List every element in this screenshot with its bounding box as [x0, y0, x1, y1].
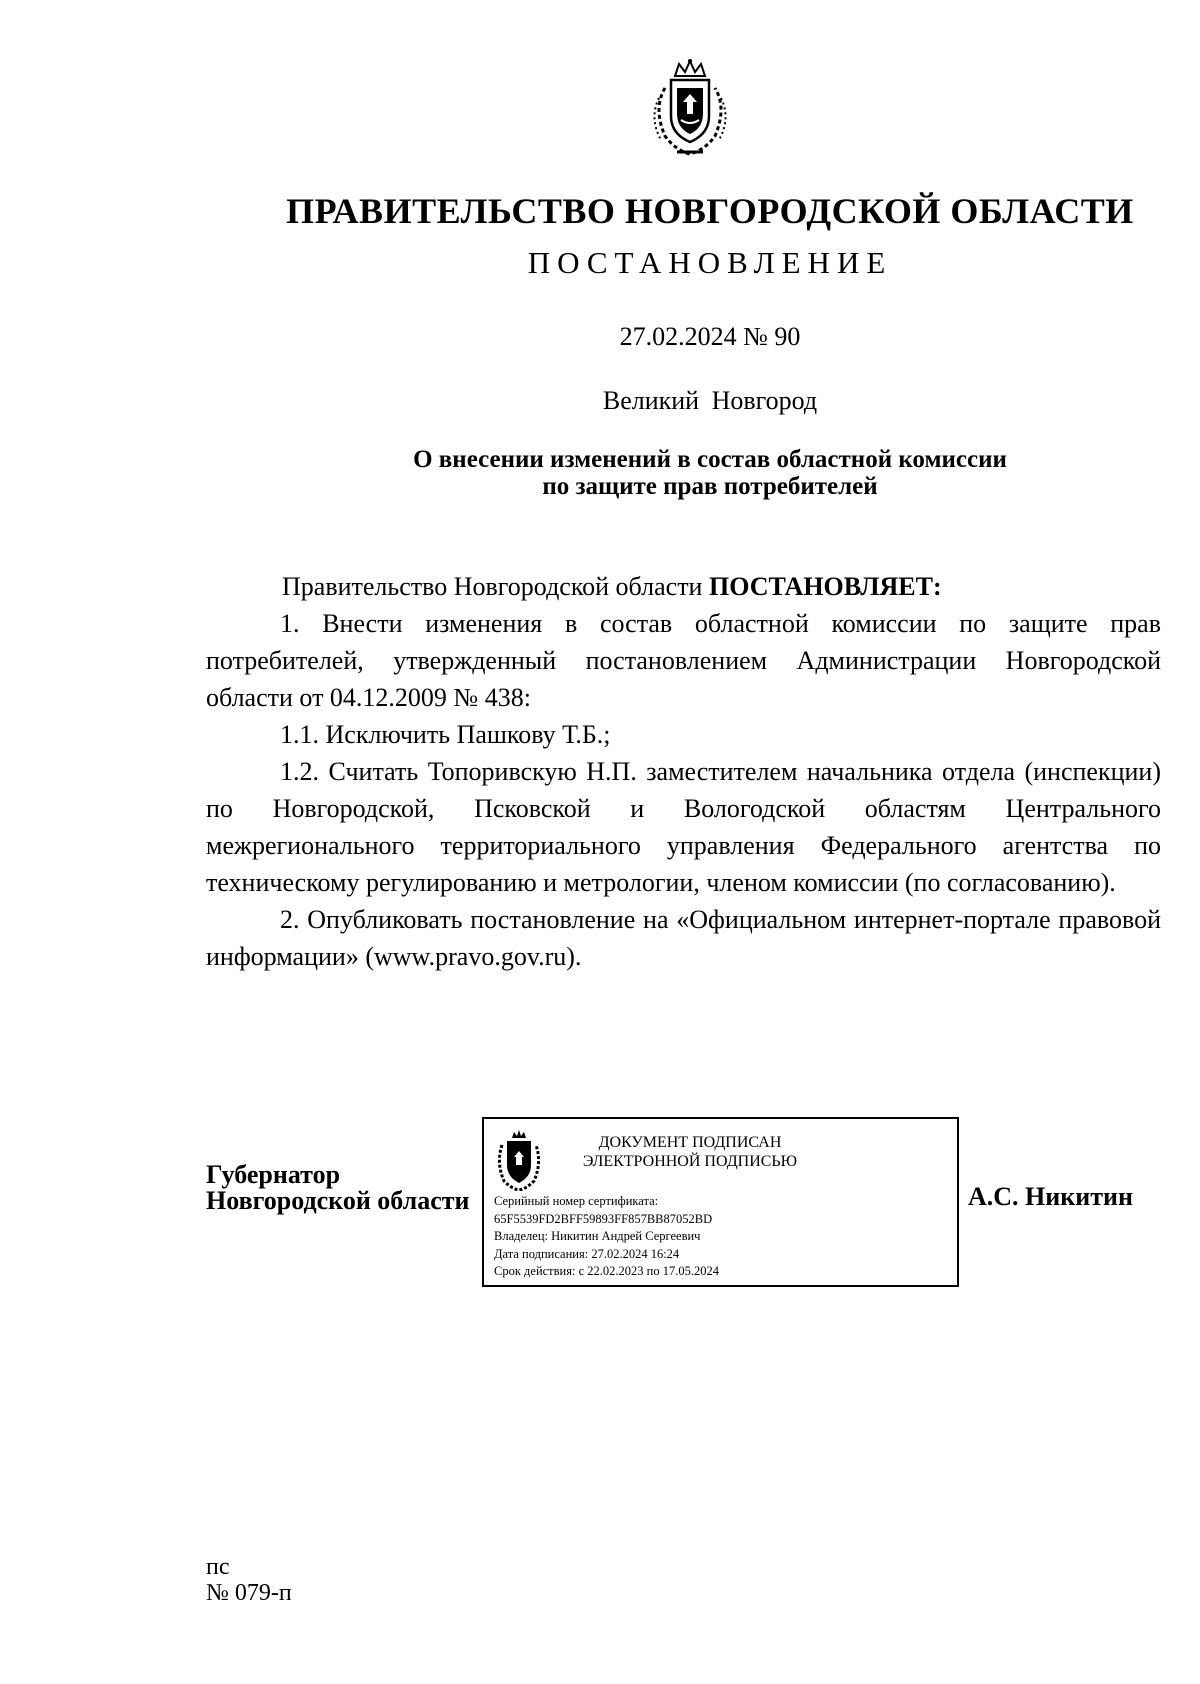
document-date-number: 27.02.2024 № 90: [619, 322, 801, 351]
document-type: ПОСТАНОВЛЕНИЕ: [527, 245, 893, 280]
governor-title-line-1: Губернатор: [206, 1160, 341, 1189]
electronic-signature-stamp: [482, 1117, 959, 1287]
decree-prefix: Правительство Новгородской области: [282, 572, 709, 601]
certificate-number: 65F5539FD2BFF59893FF857BB87052BD: [494, 1211, 713, 1226]
footer-code: [206, 1554, 292, 1606]
governor-name: А.С. Никитин: [968, 1182, 1133, 1211]
document-body: [206, 568, 1161, 975]
signature-heading-line-1: ДОКУМЕНТ ПОДПИСАН: [598, 1134, 782, 1151]
body-paragraph-1: 1. Внести изменения в состав областной комиссии по защите прав потребителей, утвержденный постановлением Администрации Новгородской области от 04.12.2009 № 438:: [206, 609, 1161, 712]
coat-of-arms-icon: [494, 1129, 544, 1191]
document-place: Великий Новгород: [602, 386, 818, 415]
subject-line-1: О внесении изменений в состав областной комиссии: [413, 446, 1007, 473]
certificate-label: Серийный номер сертификата:: [494, 1194, 659, 1208]
footer-line-1: пс: [206, 1554, 230, 1580]
coat-of-arms-icon: [635, 58, 745, 158]
governor-title-line-2: Новгородской области: [206, 1186, 470, 1215]
footer-line-2: № 079-п: [206, 1580, 292, 1606]
body-paragraph-1-2: 1.2. Считать Топоривскую Н.П. заместителем начальника отдела (инспекции) по Новгородской, Псковской и Вологодской областям Центрального межрегионального территориального управления Федерального агентства по техническому регулированию и метрологии, членом комиссии (по согласованию).: [206, 757, 1161, 897]
subject-line-2: по защите прав потребителей: [542, 473, 878, 500]
certificate-owner: Владелец: Никитин Андрей Сергеевич: [494, 1229, 701, 1243]
signed-date: Дата подписания: 27.02.2024 16:24: [494, 1246, 680, 1261]
document-subject: [240, 446, 1180, 500]
signature-details: [494, 1193, 719, 1281]
body-paragraph-2: 2. Опубликовать постановление на «Официальном интернет-портале правовой информации» (www.pravo.gov.ru).: [206, 905, 1161, 971]
decree-word: ПОСТАНОВЛЯЕТ:: [708, 572, 942, 601]
certificate-validity: Срок действия: с 22.02.2023 по 17.05.2024: [494, 1264, 719, 1278]
governor-title: [206, 1162, 470, 1214]
organization-title: ПРАВИТЕЛЬСТВО НОВГОРОДСКОЙ ОБЛАСТИ: [286, 191, 1134, 231]
signature-heading-line-2: ЭЛЕКТРОННОЙ ПОДПИСЬЮ: [582, 1153, 798, 1170]
body-paragraph-1-1: 1.1. Исключить Пашкову Т.Б.;: [280, 720, 611, 749]
decree-paragraph: [206, 568, 1161, 605]
signature-heading: [560, 1133, 820, 1171]
